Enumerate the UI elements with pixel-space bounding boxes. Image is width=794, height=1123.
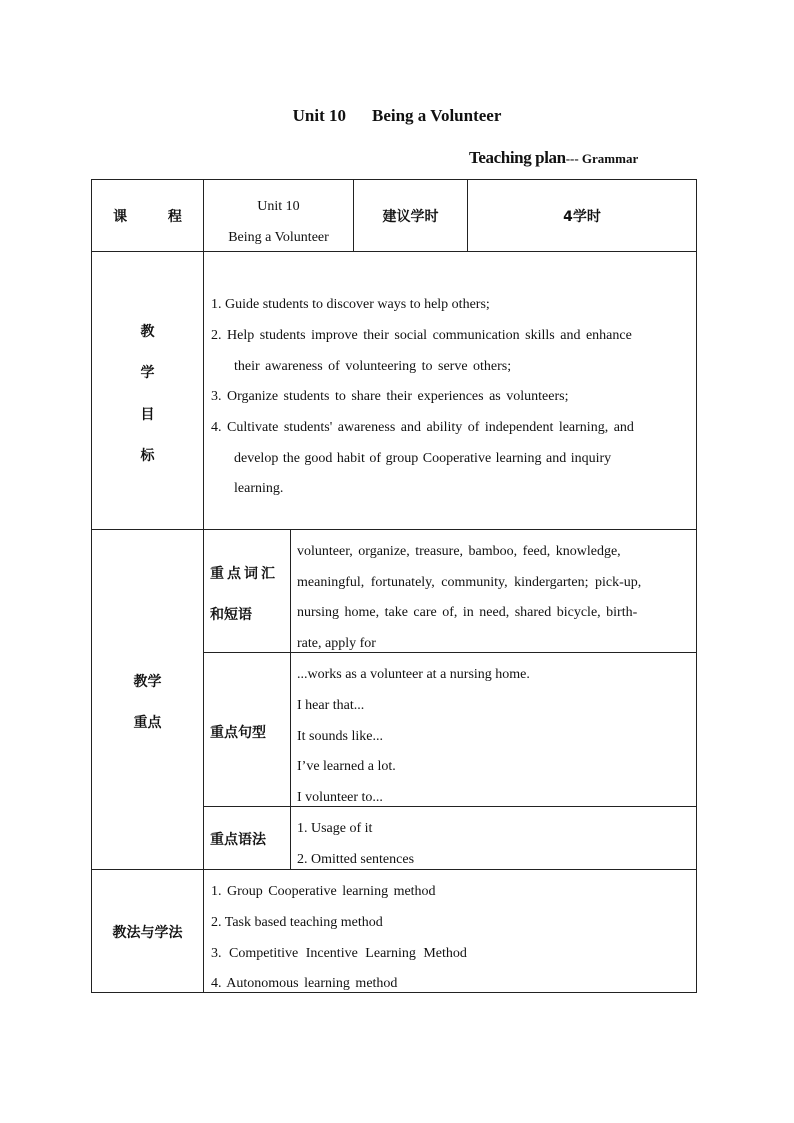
title-name: Being a Volunteer bbox=[371, 106, 502, 125]
sentence-line-2: I hear that... bbox=[297, 698, 365, 713]
grammar-content-cell bbox=[290, 806, 697, 870]
objective-line-2: 2. Help students improve their social communication skills and enhance bbox=[211, 328, 632, 343]
grammar-label-cell bbox=[203, 806, 291, 870]
vocab-line-4: rate, apply for bbox=[297, 636, 376, 651]
hours-value-cell bbox=[467, 179, 697, 252]
method-line-2: 2. Task based teaching method bbox=[211, 915, 383, 930]
course-unit-line1: Unit 10 bbox=[257, 199, 300, 214]
methods-label-cell bbox=[91, 869, 204, 993]
objective-line-7: learning. bbox=[234, 481, 284, 496]
methods-content-cell bbox=[203, 869, 697, 993]
key-points-label-line1: 教学 bbox=[133, 674, 162, 690]
methods-label: 教法与学法 bbox=[112, 925, 183, 941]
sentences-label-cell bbox=[203, 652, 291, 807]
grammar-line-1: 1. Usage of it bbox=[297, 821, 373, 836]
hours-label-cell bbox=[353, 179, 468, 252]
page-subtitle bbox=[469, 148, 638, 168]
vocab-label-line2: 和短语 bbox=[210, 607, 252, 623]
key-points-label-line2: 重点 bbox=[133, 715, 162, 731]
course-unit-cell bbox=[203, 179, 354, 252]
hours-value: 4学时 bbox=[563, 208, 601, 225]
subtitle-main: Teaching plan bbox=[469, 148, 566, 167]
objectives-label-char-3: 目 bbox=[140, 407, 155, 423]
objectives-label-char-4: 标 bbox=[140, 448, 155, 464]
objectives-label-char-2: 学 bbox=[140, 365, 155, 381]
course-label: 课 程 bbox=[113, 208, 200, 225]
sentence-line-3: It sounds like... bbox=[297, 729, 383, 744]
vocab-label-line1: 重点词汇 bbox=[210, 566, 278, 582]
sentences-content-cell bbox=[290, 652, 697, 807]
sentence-line-5: I volunteer to... bbox=[297, 790, 383, 805]
objective-line-6: develop the good habit of group Cooperative learning and inquiry bbox=[234, 451, 612, 466]
sentence-line-4: I’ve learned a lot. bbox=[297, 759, 396, 774]
grammar-line-2: 2. Omitted sentences bbox=[297, 852, 415, 867]
page-title bbox=[0, 106, 794, 126]
key-points-label-cell bbox=[91, 529, 204, 870]
subtitle-suffix: --- Grammar bbox=[565, 151, 639, 166]
vocab-label-cell bbox=[203, 529, 291, 653]
objectives-label-cell bbox=[91, 251, 204, 530]
objectives-content-cell bbox=[203, 251, 697, 530]
objective-line-1: 1. Guide students to discover ways to help others; bbox=[211, 297, 490, 312]
objective-line-5: 4. Cultivate students' awareness and ability of independent learning, and bbox=[211, 420, 634, 435]
vocab-line-1: volunteer, organize, treasure, bamboo, feed, knowledge, bbox=[297, 544, 621, 559]
hours-label: 建议学时 bbox=[382, 208, 439, 225]
vocab-line-3: nursing home, take care of, in need, shared bicycle, birth- bbox=[297, 605, 638, 620]
objectives-label-char-1: 教 bbox=[140, 324, 155, 340]
course-label-cell bbox=[91, 179, 204, 252]
vocab-line-2: meaningful, fortunately, community, kindergarten; pick-up, bbox=[297, 575, 642, 590]
method-line-1: 1. Group Cooperative learning method bbox=[211, 884, 436, 899]
objective-line-3: their awareness of volunteering to serve others; bbox=[234, 359, 512, 374]
course-unit-line2: Being a Volunteer bbox=[228, 230, 329, 245]
vocab-content-cell bbox=[290, 529, 697, 653]
method-line-3: 3. Competitive Incentive Learning Method bbox=[211, 946, 467, 961]
grammar-label: 重点语法 bbox=[210, 832, 266, 848]
title-unit: Unit 10 bbox=[292, 106, 346, 125]
sentence-line-1: ...works as a volunteer at a nursing home. bbox=[297, 667, 530, 682]
objective-line-4: 3. Organize students to share their experiences as volunteers; bbox=[211, 389, 569, 404]
sentences-label: 重点句型 bbox=[210, 725, 266, 741]
method-line-4: 4. Autonomous learning method bbox=[211, 976, 398, 991]
